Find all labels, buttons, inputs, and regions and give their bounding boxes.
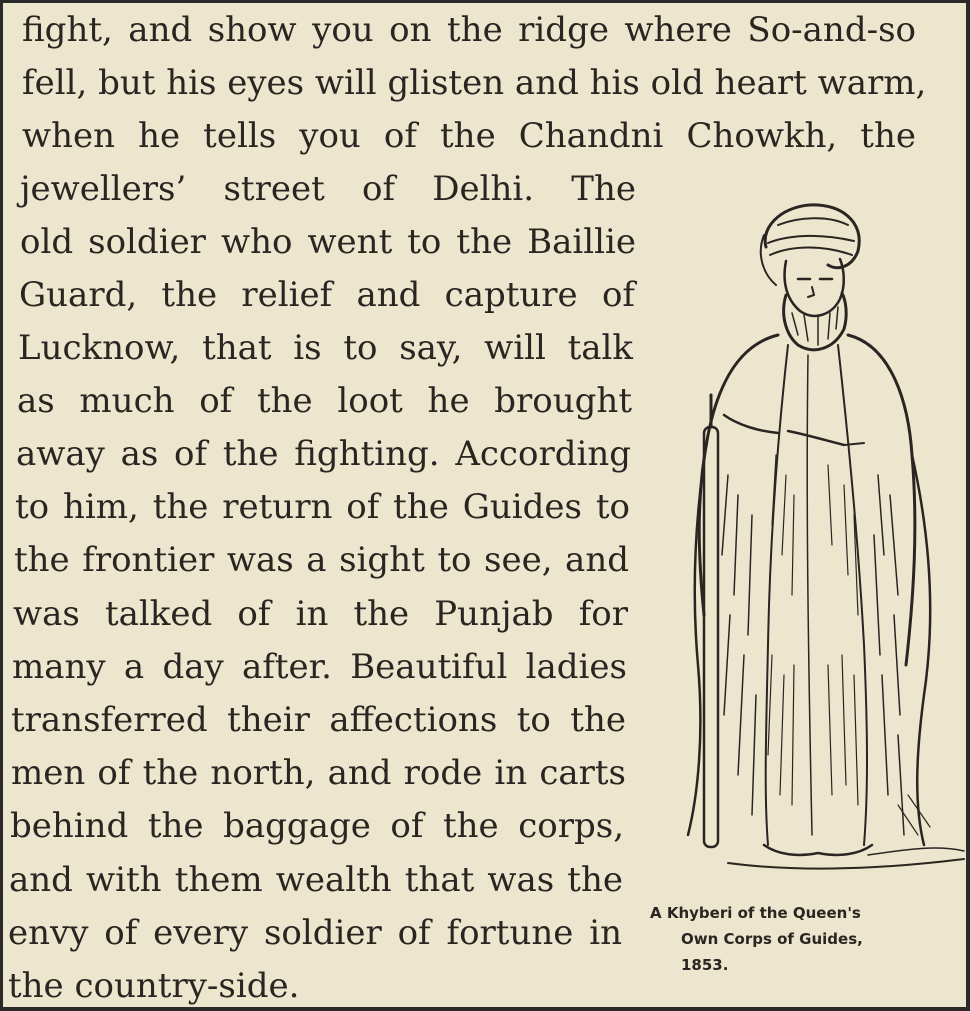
text-line-3: when he tells you of the Chandni Chowkh, the	[22, 116, 916, 156]
caption-line-3: 1853.	[681, 956, 729, 974]
caption-line-2: Own Corps of Guides,	[681, 930, 863, 948]
text-line-8: as much of the loot he brought	[17, 381, 632, 421]
text-line-12: was talked of in the Punjab for	[13, 594, 628, 634]
text-line-5: old soldier who went to the Baillie	[20, 222, 636, 262]
text-line-2: fell, but his eyes will glisten and his old heart warm,	[22, 63, 927, 103]
text-line-15: men of the north, and rode in carts	[11, 753, 626, 793]
text-line-11: the frontier was a sight to see, and	[14, 540, 629, 580]
bottom-border	[0, 1007, 970, 1011]
khyberi-soldier-illustration	[668, 195, 968, 895]
caption-line-1: A Khyberi of the Queen's	[650, 904, 861, 922]
text-line-14: transferred their affections to the	[11, 700, 626, 740]
text-line-19: the country-side.	[8, 966, 300, 1006]
text-line-13: many a day after. Beautiful ladies	[12, 647, 627, 687]
text-line-17: and with them wealth that was the	[9, 860, 623, 900]
figure-caption	[650, 900, 910, 978]
text-line-6: Guard, the relief and capture of	[19, 275, 635, 315]
text-line-4: jewellers’ street of Delhi. The	[20, 169, 636, 209]
top-border	[0, 0, 970, 3]
text-line-1: fight, and show you on the ridge where So-and-so	[22, 10, 916, 50]
text-line-7: Lucknow, that is to say, will talk	[18, 328, 633, 368]
text-line-18: envy of every soldier of fortune in	[8, 913, 622, 953]
left-border	[0, 0, 3, 1011]
text-line-16: behind the baggage of the corps,	[10, 806, 624, 846]
text-line-9: away as of the fighting. According	[16, 434, 631, 474]
text-line-10: to him, the return of the Guides to	[15, 487, 630, 527]
